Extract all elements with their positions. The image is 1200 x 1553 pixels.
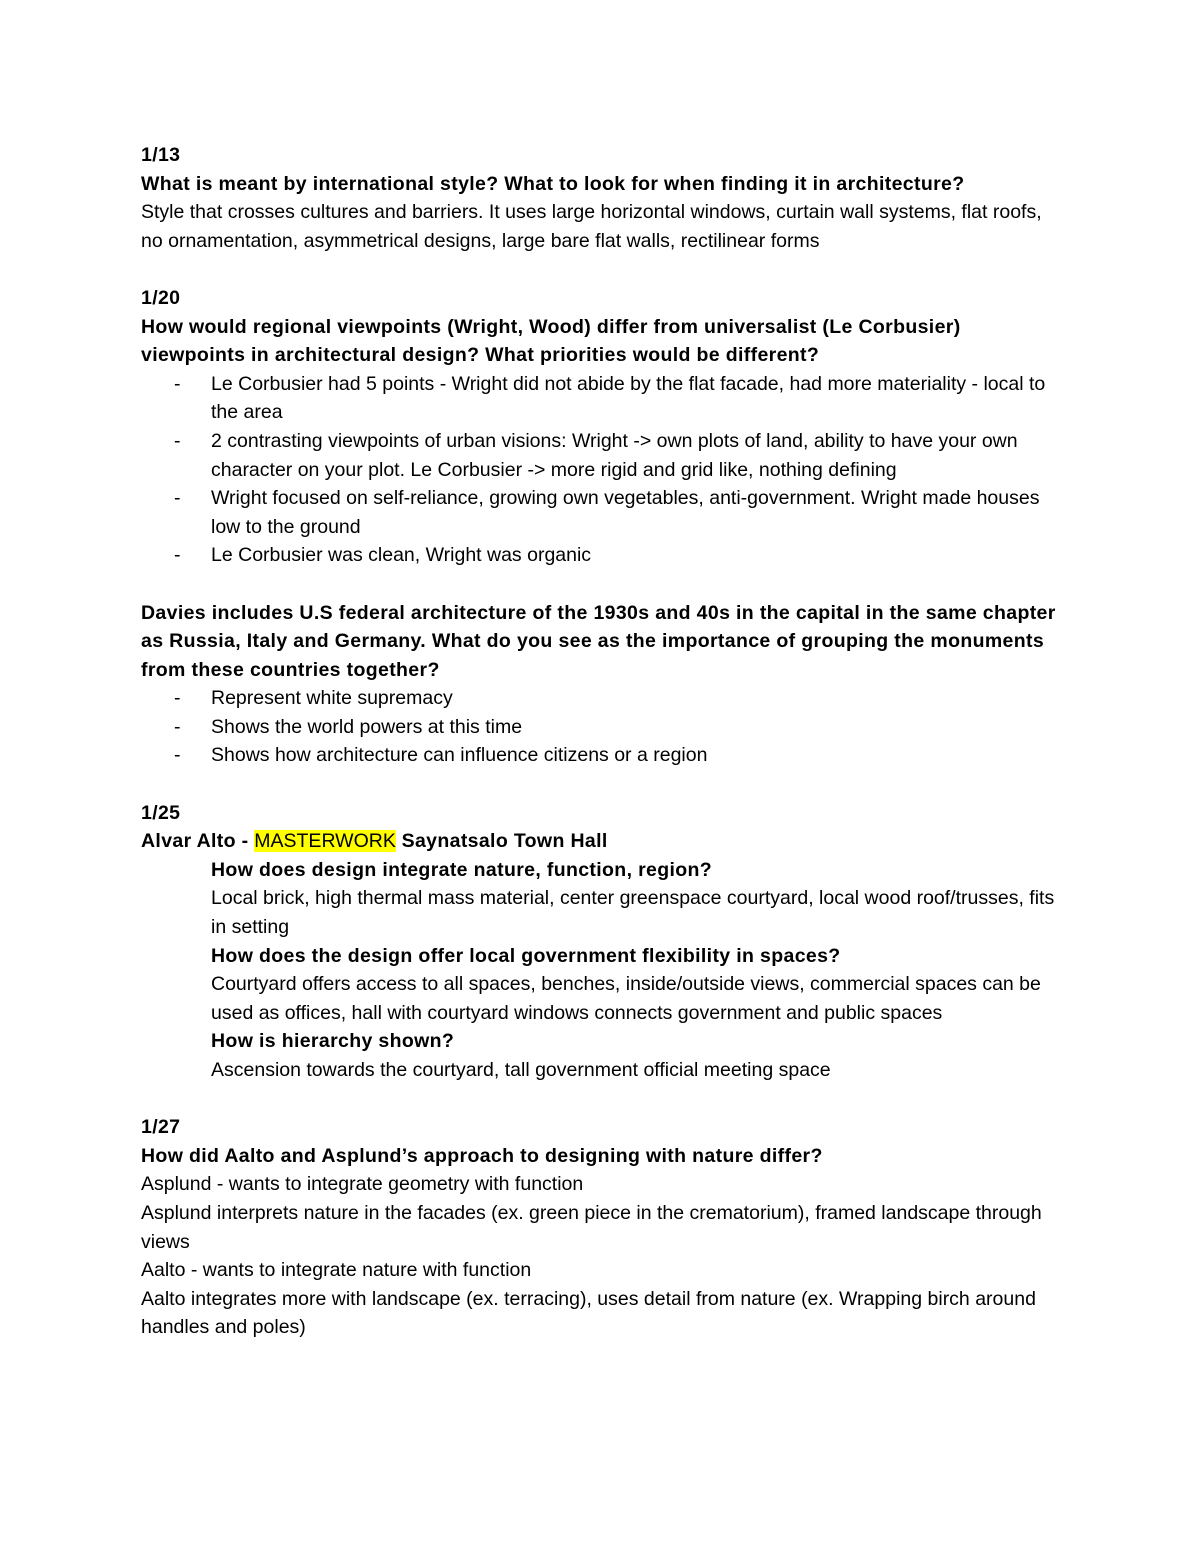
masterwork-highlight: MASTERWORK xyxy=(254,830,396,853)
dash-icon: - xyxy=(174,372,181,395)
qa-block xyxy=(141,856,1066,1085)
answer-line: Asplund interprets nature in the facades (ex. green piece in the crematorium), framed landscape through views xyxy=(141,1201,1042,1253)
list-item-text: 2 contrasting viewpoints of urban visions: Wright -> own plots of land, ability to have your own character on your plot. Le Corbusier -> more rigid and grid like, nothing defining xyxy=(211,429,1018,481)
dash-icon: - xyxy=(174,429,181,452)
sub-question: How does design integrate nature, function, region? xyxy=(211,858,713,881)
spacer xyxy=(141,770,1066,799)
answer-line: Aalto integrates more with landscape (ex. terracing), uses detail from nature (ex. Wrapping birch around handles and poles) xyxy=(141,1287,1036,1339)
section-question: What is meant by international style? What to look for when finding it in architecture? xyxy=(141,172,965,195)
section-1-13 xyxy=(141,141,1066,255)
answer-line: Aalto - wants to integrate nature with function xyxy=(141,1259,532,1282)
sub-answer: Courtyard offers access to all spaces, benches, inside/outside views, commercial spaces can be used as offices, hall with courtyard windows connects government and public spaces xyxy=(211,973,1041,1024)
spacer xyxy=(141,1085,1066,1114)
dash-icon: - xyxy=(174,744,181,767)
section-date: 1/25 xyxy=(141,801,181,824)
section-question: How did Aalto and Asplund’s approach to designing with nature differ? xyxy=(141,1144,823,1167)
list-item-text: Represent white supremacy xyxy=(211,687,453,710)
sub-question: How is hierarchy shown? xyxy=(211,1030,455,1053)
sub-question: How does the design offer local government flexibility in spaces? xyxy=(211,944,841,967)
section-date: 1/27 xyxy=(141,1116,181,1139)
spacer xyxy=(141,570,1066,599)
list-item-text: Wright focused on self-reliance, growing own vegetables, anti-government. Wright made houses low to the ground xyxy=(211,487,1040,538)
section-1-20 xyxy=(141,284,1066,770)
list-item xyxy=(141,484,1066,541)
section-question: How would regional viewpoints (Wright, Wood) differ from universalist (Le Corbusier) viewpoints in architectural design? What priorities would be different? xyxy=(141,315,961,367)
list-item-text: Le Corbusier was clean, Wright was organic xyxy=(211,544,592,567)
list-item-text: Le Corbusier had 5 points - Wright did not abide by the flat facade, had more materiality - local to the area xyxy=(211,372,1046,424)
dash-icon: - xyxy=(174,487,181,510)
list-item xyxy=(141,713,1066,742)
section-1-27 xyxy=(141,1113,1066,1342)
dash-icon: - xyxy=(174,544,181,567)
answer-line: Asplund - wants to integrate geometry with function xyxy=(141,1173,584,1196)
spacer xyxy=(141,255,1066,284)
bullet-list xyxy=(141,684,1066,770)
section-title xyxy=(141,827,1066,856)
bullet-list xyxy=(141,370,1066,570)
list-item xyxy=(141,741,1066,770)
sub-answer: Local brick, high thermal mass material, center greenspace courtyard, local wood roof/trusses, fits in setting xyxy=(211,887,1055,939)
list-item xyxy=(141,370,1066,427)
section-date: 1/13 xyxy=(141,144,181,166)
section-answer: Style that crosses cultures and barriers. It uses large horizontal windows, curtain wall systems, flat roofs, no ornamentation, asymmetrical designs, large bare flat walls, rectilinear forms xyxy=(141,201,1042,252)
dash-icon: - xyxy=(174,687,181,710)
list-item-text: Shows how architecture can influence citizens or a region xyxy=(211,744,708,767)
title-suffix: Saynatsalo Town Hall xyxy=(395,830,608,853)
sub-answer: Ascension towards the courtyard, tall government official meeting space xyxy=(211,1059,831,1081)
list-item xyxy=(141,541,1066,570)
list-item xyxy=(141,427,1066,484)
list-item-text: Shows the world powers at this time xyxy=(211,715,523,738)
title-prefix: Alvar Alto - xyxy=(141,830,255,853)
document-page xyxy=(141,141,1066,1342)
list-item xyxy=(141,684,1066,713)
section-1-25 xyxy=(141,799,1066,1085)
dash-icon: - xyxy=(174,715,181,738)
section-date: 1/20 xyxy=(141,286,181,309)
section-question: Davies includes U.S federal architecture of the 1930s and 40s in the capital in the same chapter as Russia, Italy and Germany. What do you see as the importance of grouping the monuments from these countries together? xyxy=(141,601,1056,681)
